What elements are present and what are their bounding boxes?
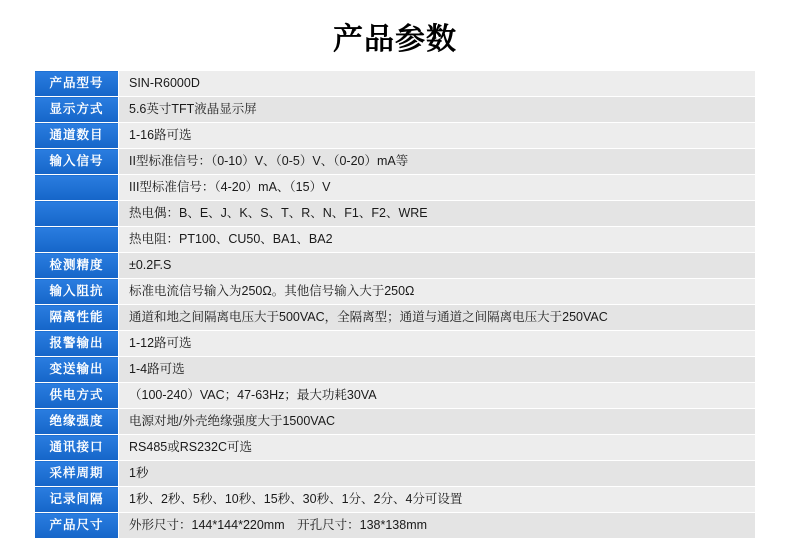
spec-label: 绝缘强度 [35,409,119,435]
spec-label: 通讯接口 [35,435,119,461]
table-row [35,97,756,123]
table-row [35,227,756,253]
table-row [35,201,756,227]
spec-value: III型标准信号：（4-20）mA、（15）V [119,175,756,201]
spec-table-body [35,71,756,539]
spec-table [34,70,756,539]
spec-value: 1-12路可选 [119,331,756,357]
table-row [35,253,756,279]
spec-label: 隔离性能 [35,305,119,331]
page-title: 产品参数 [333,23,457,56]
spec-label [35,201,119,227]
spec-value: 1-4路可选 [119,357,756,383]
spec-label: 报警输出 [35,331,119,357]
table-row [35,435,756,461]
table-row [35,123,756,149]
spec-value: 1-16路可选 [119,123,756,149]
table-row [35,305,756,331]
table-row [35,357,756,383]
spec-label [35,227,119,253]
spec-value: 热电阻：PT100、CU50、BA1、BA2 [119,227,756,253]
table-row [35,513,756,539]
spec-label: 记录间隔 [35,487,119,513]
spec-value: 标准电流信号输入为250Ω。其他信号输入大于250Ω [119,279,756,305]
table-row [35,279,756,305]
spec-value: 热电偶：B、E、J、K、S、T、R、N、F1、F2、WRE [119,201,756,227]
spec-label: 变送输出 [35,357,119,383]
table-row [35,487,756,513]
spec-label: 输入阻抗 [35,279,119,305]
spec-value: 外形尺寸：144*144*220mm 开孔尺寸：138*138mm [119,513,756,539]
table-row [35,331,756,357]
spec-label [35,175,119,201]
spec-label: 产品型号 [35,71,119,97]
table-row [35,175,756,201]
spec-value: SIN-R6000D [119,71,756,97]
spec-label: 通道数目 [35,123,119,149]
spec-label: 输入信号 [35,149,119,175]
spec-value: 电源对地/外壳绝缘强度大于1500VAC [119,409,756,435]
spec-value: 1秒、2秒、5秒、10秒、15秒、30秒、1分、2分、4分可设置 [119,487,756,513]
spec-value: RS485或RS232C可选 [119,435,756,461]
spec-label: 产品尺寸 [35,513,119,539]
spec-label: 供电方式 [35,383,119,409]
spec-value: 5.6英寸TFT液晶显示屏 [119,97,756,123]
table-row [35,149,756,175]
spec-value: ±0.2F.S [119,253,756,279]
spec-value: 通道和地之间隔离电压大于500VAC，全隔离型；通道与通道之间隔离电压大于250VAC [119,305,756,331]
spec-label: 检测精度 [35,253,119,279]
table-row [35,461,756,487]
spec-label: 采样周期 [35,461,119,487]
table-row [35,409,756,435]
spec-value: （100-240）VAC；47-63Hz；最大功耗30VA [119,383,756,409]
spec-value: II型标准信号：（0-10）V、（0-5）V、（0-20）mA等 [119,149,756,175]
spec-label: 显示方式 [35,97,119,123]
spec-value: 1秒 [119,461,756,487]
table-row [35,71,756,97]
table-row [35,383,756,409]
